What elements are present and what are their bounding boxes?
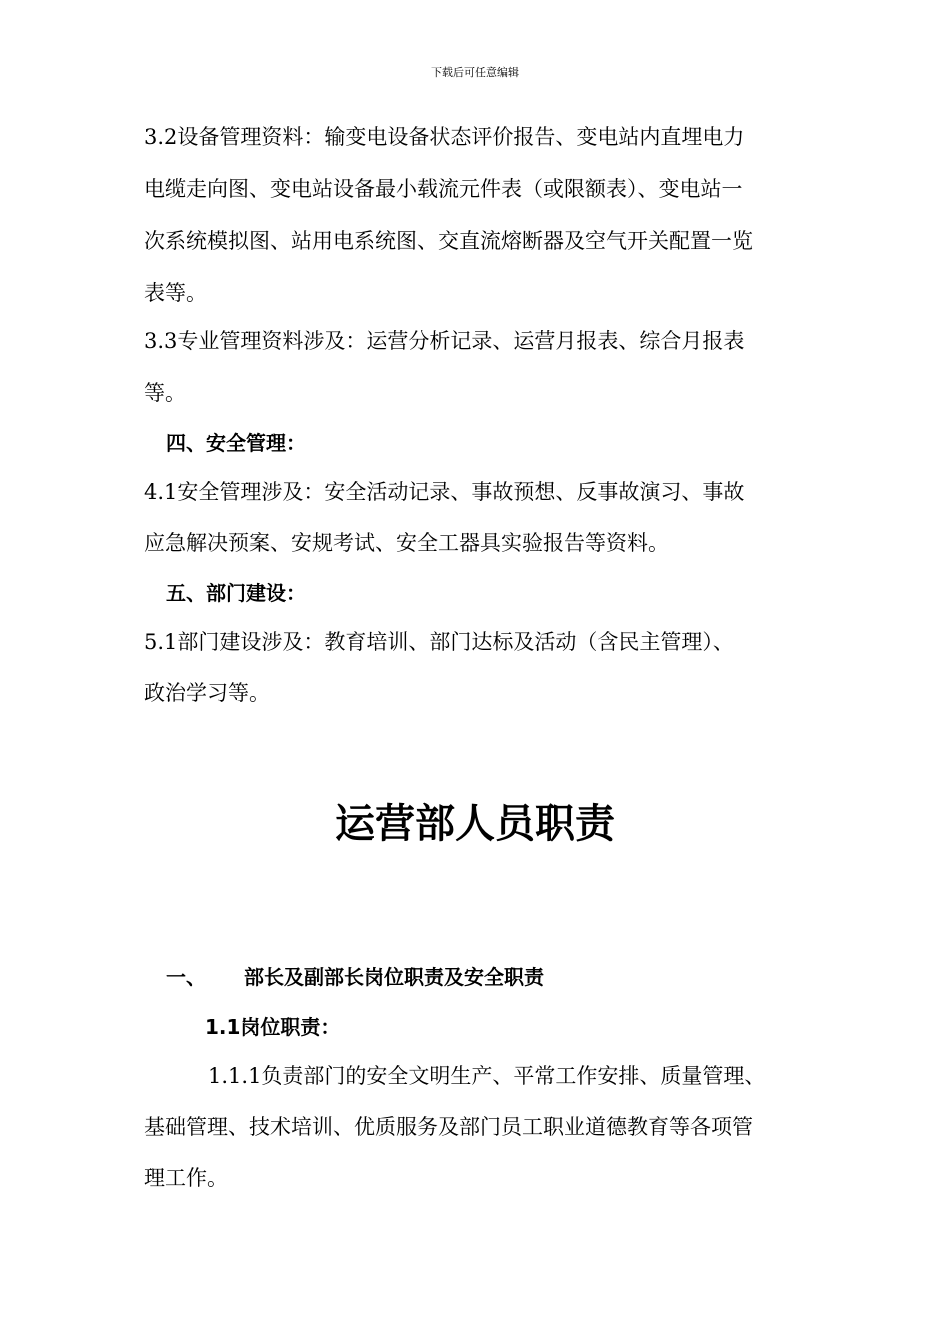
section-heading-department: 五、部门建设：: [166, 581, 306, 605]
section-heading-safety: 四、安全管理：: [166, 431, 306, 455]
sub-heading: 1.1岗位职责：: [205, 1015, 341, 1039]
page-title: 运营部人员职责: [335, 801, 615, 847]
header-note: 下载后可任意编辑: [431, 66, 519, 79]
chapter-heading: 部长及副部长岗位职责及安全职责: [244, 965, 544, 989]
text-line: 5.1部门建设涉及：教育培训、部门达标及活动（含民主管理）、: [144, 630, 734, 654]
text-line: 3.3专业管理资料涉及：运营分析记录、运营月报表、综合月报表: [144, 329, 745, 353]
text-line: 次系统模拟图、站用电系统图、交直流熔断器及空气开关配置一览: [144, 229, 753, 253]
text-line: 基础管理、技术培训、优质服务及部门员工职业道德教育等各项管: [144, 1115, 753, 1139]
text-line: 理工作。: [144, 1166, 228, 1190]
text-line: 表等。: [144, 281, 207, 305]
text-line: 电缆走向图、变电站设备最小载流元件表（或限额表）、变电站一: [144, 177, 743, 201]
text-line: 等。: [144, 381, 186, 405]
text-line: 1.1.1负责部门的安全文明生产、平常工作安排、质量管理、: [208, 1064, 766, 1088]
text-line: 3.2设备管理资料：输变电设备状态评价报告、变电站内直埋电力: [144, 125, 745, 149]
text-line: 4.1安全管理涉及：安全活动记录、事故预想、反事故演习、事故: [144, 480, 745, 504]
text-line: 应急解决预案、安规考试、安全工器具实验报告等资料。: [144, 531, 669, 555]
text-line: 政治学习等。: [144, 681, 270, 705]
chapter-number: 一、: [166, 965, 206, 989]
